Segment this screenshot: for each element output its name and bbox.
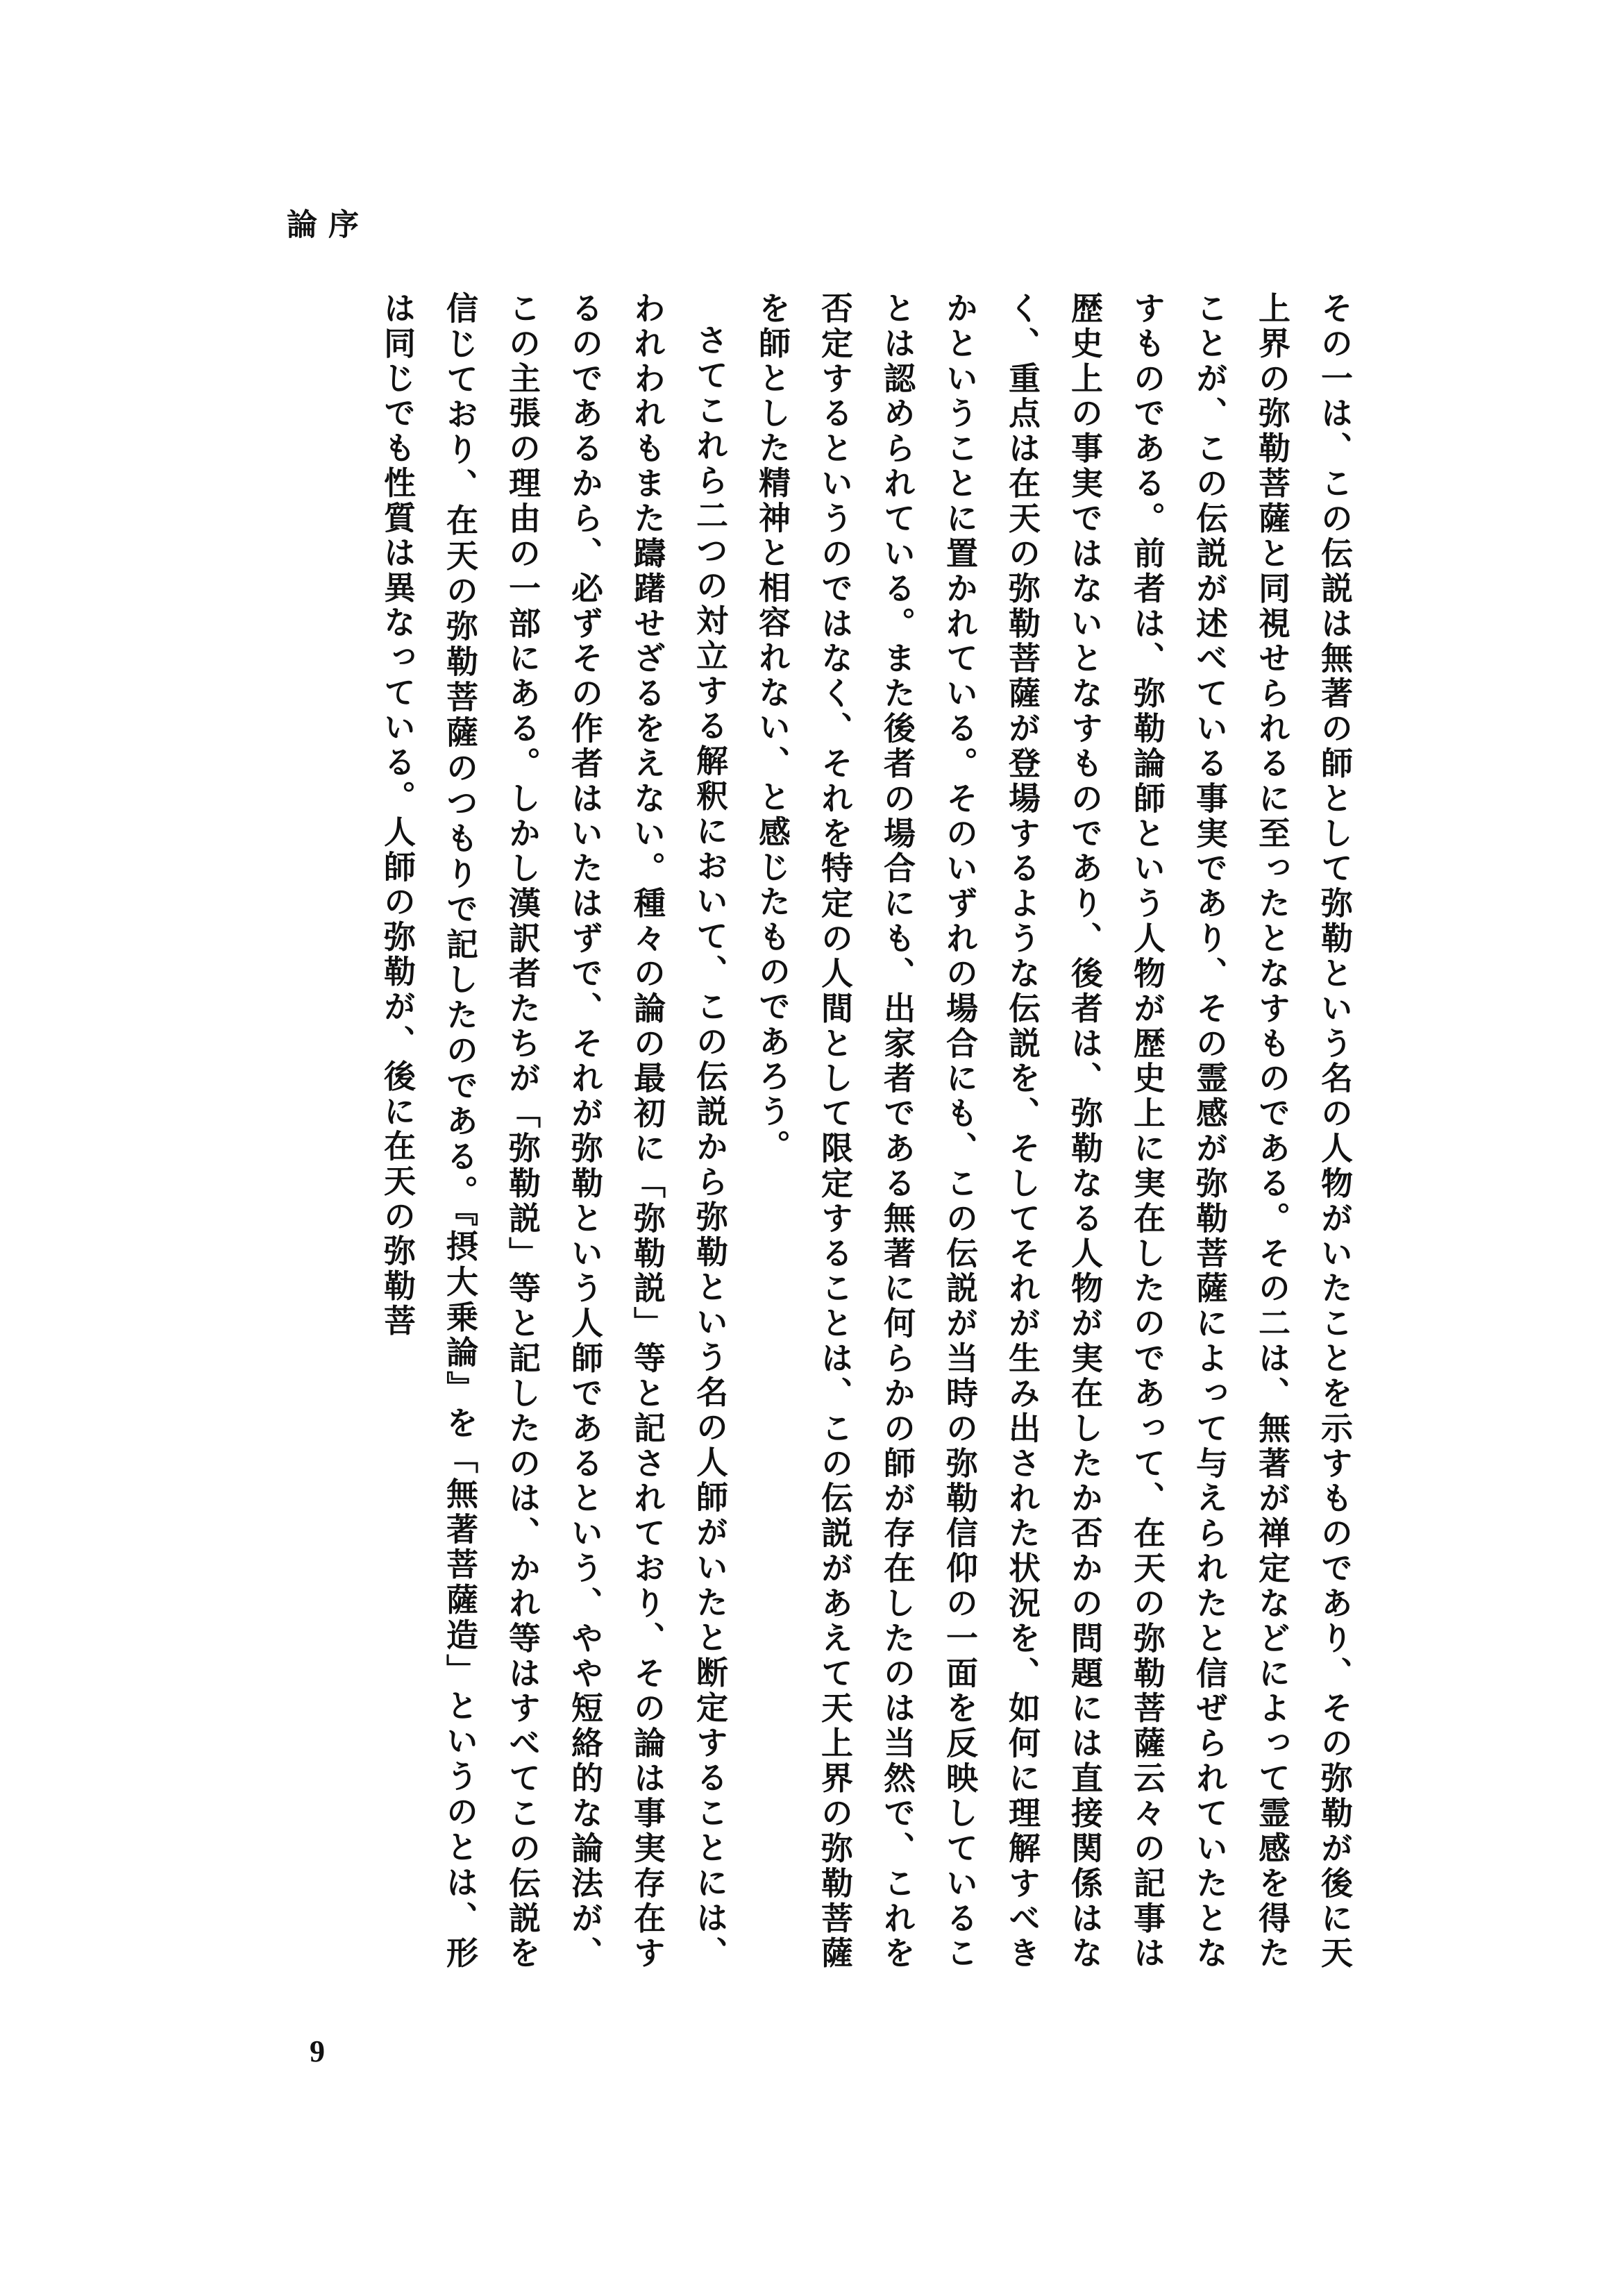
- body-text: [283, 292, 1366, 1971]
- page-number: 9: [310, 2034, 325, 2068]
- running-header: 序 論: [281, 208, 358, 311]
- paragraph: さてこれら二つの対立する解釈において、この伝説から弥勒という名の人師がいたと断定することには、われわれもまた躊躇せざるをえない。種々の論の最初に「弥勒説」等と記されており、その論は事実存在するのであるから、必ずその作者はいたはずで、それが弥勒という人師であるという、やや短絡的な論法が、この主張の理由の一部にある。しかし漢訳者たちが「弥勒説」等と記したのは、かれ等はすべてこの伝説を信じており、在天の弥勒菩薩のつもりで記したのである。『摂大乗論』を「無著菩薩造」というのとは、形は同じでも性質は異なっている。人師の弥勒が、後に在天の弥勒菩: [379, 292, 729, 1971]
- paragraph: その一は、この伝説は無著の師として弥勒という名の人物がいたことを示すものであり、その弥勒が後に天上界の弥勒菩薩と同視せられるに至ったとなすものである。その二は、無著が禅定などによって霊感を得たことが、この伝説が述べている事実であり、その霊感が弥勒菩薩によって与えられたと信ぜられていたとなすものである。前者は、弥勒論師という人物が歴史上に実在したのであって、在天の弥勒菩薩云々の記事は歴史上の事実ではないとなすものであり、後者は、弥勒なる人物が実在したか否かの問題には直接関係はなく、重点は在天の弥勒菩薩が登場するような伝説を、そしてそれが生み出された状況を、如何に理解すべきかということに置かれている。そのいずれの場合にも、この伝説が当時の弥勒信仰の一面を反映していることは認められている。また後者の場合にも、出家者である無著に何らかの師が存在したのは当然で、これを否定するというのではなく、それを特定の人間として限定することは、この伝説があえて天上界の弥勒菩薩を師とした精神と相容れない、と感じたものであろう。: [754, 292, 1354, 1971]
